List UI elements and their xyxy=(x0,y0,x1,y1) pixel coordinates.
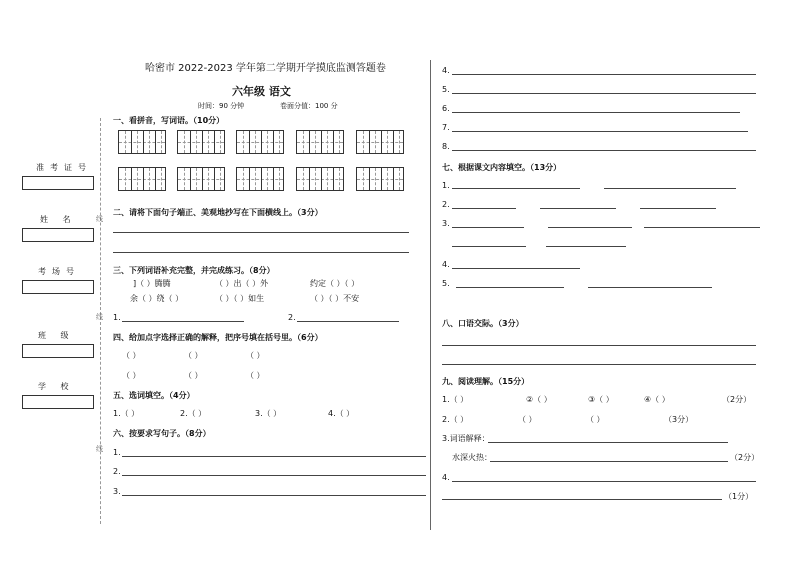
side-label-exam-number: 准考证号 xyxy=(36,163,92,172)
answer-line[interactable] xyxy=(452,150,756,151)
answer-line[interactable] xyxy=(122,475,426,476)
answer-line[interactable] xyxy=(452,268,580,269)
q4-blank[interactable]: （ ） xyxy=(122,351,141,360)
q3-answer-label: 2. xyxy=(288,313,296,322)
q3-item: 约定（ ）（ ） xyxy=(310,279,360,288)
q4-blank[interactable]: （ ） xyxy=(184,371,203,380)
q9-blank[interactable]: ③（ ） xyxy=(588,395,614,404)
answer-line[interactable] xyxy=(604,188,736,189)
q2-heading: 二、请将下面句子端正、美观地抄写在下面横线上。（3分） xyxy=(113,208,323,217)
writing-grid[interactable] xyxy=(356,130,404,154)
column-divider xyxy=(430,60,431,530)
q9-score: （3分） xyxy=(664,415,694,424)
exam-score: 卷面分值：100 分 xyxy=(280,102,338,110)
item-number: 2. xyxy=(442,200,450,209)
class-box[interactable] xyxy=(22,344,94,358)
q9-score: （2分） xyxy=(722,395,752,404)
answer-line[interactable] xyxy=(452,188,580,189)
answer-line[interactable] xyxy=(113,252,409,253)
writing-grid[interactable] xyxy=(177,167,225,191)
q9-blank[interactable]: ④（ ） xyxy=(644,395,670,404)
writing-grid[interactable] xyxy=(356,167,404,191)
answer-line[interactable] xyxy=(488,442,728,443)
item-number: 6. xyxy=(442,104,450,113)
q6-number: 3. xyxy=(113,487,121,496)
answer-line[interactable] xyxy=(588,287,712,288)
q9-sub-label: 水深火热： xyxy=(452,453,492,462)
item-number: 7. xyxy=(442,123,450,132)
side-label-name: 姓 名 xyxy=(40,215,77,224)
side-label-class: 班 级 xyxy=(38,331,75,340)
seal-mark: 线 xyxy=(96,215,103,223)
writing-grid[interactable] xyxy=(177,130,225,154)
q9-blank[interactable]: ②（ ） xyxy=(526,395,552,404)
answer-line[interactable] xyxy=(452,112,740,113)
q9-score: （1分） xyxy=(724,492,754,501)
q4-blank[interactable]: （ ） xyxy=(122,371,141,380)
q4-heading: 四、给加点字选择正确的解释，把序号填在括号里。（6分） xyxy=(113,333,323,342)
side-label-exam-room: 考场号 xyxy=(38,267,80,276)
answer-line[interactable] xyxy=(644,227,760,228)
q9-score: （2分） xyxy=(730,453,760,462)
q4-blank[interactable]: （ ） xyxy=(246,351,265,360)
q9-sub-label: 4. xyxy=(442,473,450,482)
item-number: 8. xyxy=(442,142,450,151)
answer-line[interactable] xyxy=(546,246,626,247)
answer-line[interactable] xyxy=(452,246,526,247)
q3-answer-label: 1. xyxy=(113,313,121,322)
q8-heading: 八、口语交际。（3分） xyxy=(442,319,524,328)
q5-heading: 五、选词填空。（4分） xyxy=(113,391,195,400)
seal-mark: 线 xyxy=(96,313,103,321)
answer-line[interactable] xyxy=(452,227,524,228)
item-number: 1. xyxy=(442,181,450,190)
q4-blank[interactable]: （ ） xyxy=(246,371,265,380)
answer-line[interactable] xyxy=(122,495,426,496)
answer-line[interactable] xyxy=(490,461,728,462)
answer-line[interactable] xyxy=(122,456,426,457)
answer-line[interactable] xyxy=(452,93,756,94)
name-box[interactable] xyxy=(22,228,94,242)
answer-line[interactable] xyxy=(122,321,244,322)
seal-mark: 线 xyxy=(96,445,103,453)
q3-item: （ ）（ ）不安 xyxy=(310,294,360,303)
writing-grid[interactable] xyxy=(118,167,166,191)
answer-line[interactable] xyxy=(113,232,409,233)
exam-title: 哈密市 2022-2023 学年第二学期开学摸底监测答题卷 xyxy=(145,63,386,74)
q6-heading: 六、按要求写句子。（8分） xyxy=(113,429,211,438)
writing-grid[interactable] xyxy=(236,130,284,154)
item-number: 3. xyxy=(442,219,450,228)
q6-number: 2. xyxy=(113,467,121,476)
item-number: 5. xyxy=(442,279,450,288)
answer-line[interactable] xyxy=(442,364,756,365)
q9-blank[interactable]: （ ） xyxy=(586,415,605,424)
answer-line[interactable] xyxy=(456,287,564,288)
answer-line[interactable] xyxy=(297,321,399,322)
answer-line[interactable] xyxy=(452,208,516,209)
q4-blank[interactable]: （ ） xyxy=(184,351,203,360)
item-number: 4. xyxy=(442,66,450,75)
q3-heading: 三、下列词语补充完整，并完成练习。（8分） xyxy=(113,266,275,275)
q1-heading: 一、看拼音，写词语。（10分） xyxy=(113,116,225,125)
q7-heading: 七、根据课文内容填空。（13分） xyxy=(442,163,562,172)
exam-time: 时间：90 分钟 xyxy=(198,102,245,110)
answer-line[interactable] xyxy=(452,481,756,482)
answer-line[interactable] xyxy=(442,345,756,346)
item-number: 5. xyxy=(442,85,450,94)
q3-item: （ ）（ ）如生 xyxy=(215,294,265,303)
writing-grid[interactable] xyxy=(296,167,344,191)
answer-line[interactable] xyxy=(640,208,716,209)
q9-blank[interactable]: 2.（ ） xyxy=(442,415,469,424)
q5-blank[interactable]: 2.（ ） xyxy=(180,409,207,418)
item-number: 4. xyxy=(442,260,450,269)
q6-number: 1. xyxy=(113,448,121,457)
q9-blank[interactable]: 1.（ ） xyxy=(442,395,469,404)
exam-subject: 六年级 语文 xyxy=(232,85,291,98)
q9-blank[interactable]: （ ） xyxy=(518,415,537,424)
answer-line[interactable] xyxy=(540,208,616,209)
q3-item: （ ）出（ ）外 xyxy=(215,279,269,288)
writing-grid[interactable] xyxy=(296,130,344,154)
q3-item: ]（ ）腾腾 xyxy=(133,279,171,288)
q5-blank[interactable]: 1.（ ） xyxy=(113,409,140,418)
answer-line[interactable] xyxy=(452,131,748,132)
school-box[interactable] xyxy=(22,395,94,409)
answer-line[interactable] xyxy=(442,499,722,500)
q5-blank[interactable]: 4.（ ） xyxy=(328,409,355,418)
side-label-school: 学 校 xyxy=(38,382,75,391)
q5-blank[interactable]: 3.（ ） xyxy=(255,409,282,418)
exam-room-box[interactable] xyxy=(22,280,94,294)
q9-sub-label: 3.词语解释： xyxy=(442,434,490,443)
answer-line[interactable] xyxy=(548,227,632,228)
answer-line[interactable] xyxy=(452,74,756,75)
writing-grid[interactable] xyxy=(236,167,284,191)
writing-grid[interactable] xyxy=(118,130,166,154)
q3-item: 余（ ）绕（ ） xyxy=(130,294,184,303)
q9-heading: 九、阅读理解。（15分） xyxy=(442,377,530,386)
exam-number-box[interactable] xyxy=(22,176,94,190)
